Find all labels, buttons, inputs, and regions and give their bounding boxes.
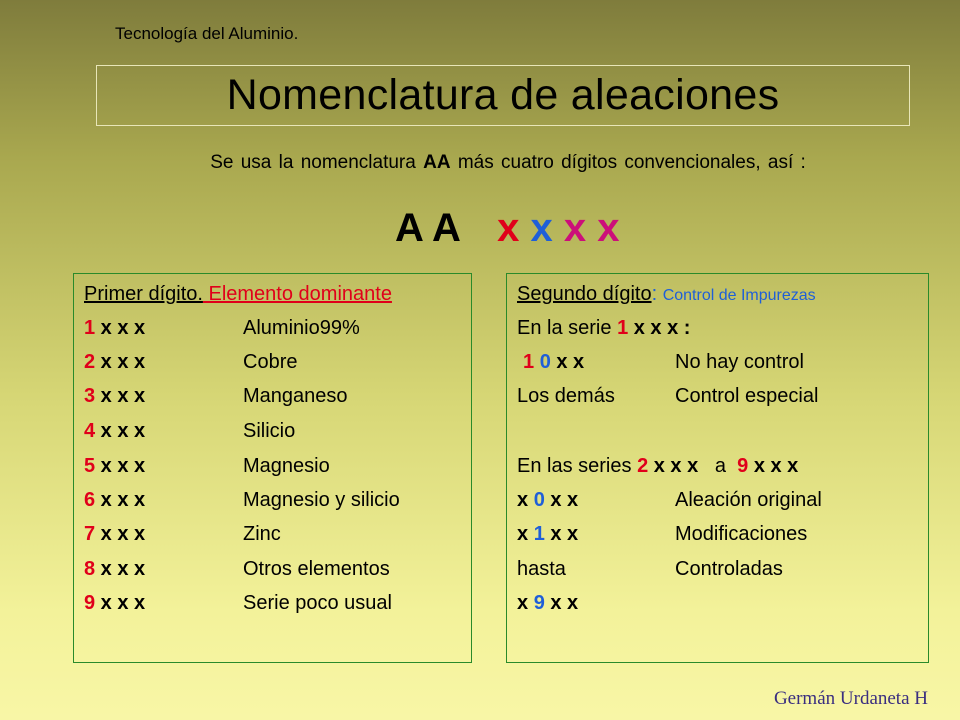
row-x: hasta	[517, 558, 566, 580]
code-digit-1: x	[497, 206, 520, 250]
range-d1: 2	[637, 455, 649, 477]
code-digit-3: x	[563, 206, 587, 250]
others-desc: Control especial	[675, 385, 819, 407]
series-rest: x x x	[95, 351, 146, 373]
subtitle	[0, 152, 960, 174]
series-rest: x x x	[95, 420, 146, 442]
element-name: Cobre	[243, 351, 298, 373]
series-rest: x x x	[95, 489, 146, 511]
code-digit-2: x	[530, 206, 553, 250]
code-digit-4: x	[597, 206, 620, 250]
row-rest: x x	[544, 523, 579, 545]
second-digit-heading	[517, 282, 816, 306]
second-digit-panel	[506, 273, 929, 663]
row-desc: Controladas	[675, 558, 783, 580]
series-range-line	[517, 454, 798, 478]
first-digit-heading	[84, 282, 392, 306]
row-digit: 0	[533, 489, 545, 511]
range-prefix: En las series	[517, 455, 638, 477]
range-mid: x x x	[648, 455, 699, 477]
element-name: Otros elementos	[243, 558, 390, 580]
element-name: Magnesio	[243, 455, 330, 477]
element-name: Serie poco usual	[243, 592, 392, 614]
row-desc: Aleación original	[675, 489, 822, 511]
row10-desc: No hay control	[675, 351, 804, 373]
code-pattern	[395, 206, 620, 251]
series-digit: 9	[84, 592, 96, 614]
element-name: Silicio	[243, 420, 296, 442]
series-digit: 6	[84, 489, 96, 511]
series-rest: x x x	[95, 385, 146, 407]
series-rest: x x x	[95, 317, 146, 339]
series-rest: x x x	[95, 455, 146, 477]
range-d2: 9	[737, 455, 749, 477]
first-digit-panel	[73, 273, 472, 663]
series-digit: 4	[84, 420, 96, 442]
row10-d2: 0	[539, 351, 551, 373]
row-x: x	[517, 592, 534, 614]
subtitle-bold: AA	[423, 152, 451, 173]
element-name: Zinc	[243, 523, 281, 545]
series-digit: 3	[84, 385, 96, 407]
series-digit: 2	[84, 351, 96, 373]
series-digit: 5	[84, 455, 96, 477]
series-rest: x x x	[95, 558, 146, 580]
series-rest: x x x	[95, 523, 146, 545]
row-desc: Modificaciones	[675, 523, 808, 545]
footer-author: Germán Urdaneta H	[773, 688, 928, 709]
row10-d1: 1	[523, 351, 535, 373]
element-name: Aluminio99%	[243, 317, 360, 339]
subtitle-before: Se usa la nomenclatura	[210, 152, 424, 173]
row-digit: 1	[533, 523, 545, 545]
series1-rest: x x x :	[628, 317, 691, 339]
row10-rest: x x	[550, 351, 585, 373]
subtitle-after: más cuatro dígitos convencionales, así :	[450, 152, 806, 173]
heading-value: Control de Impurezas	[662, 287, 816, 304]
others-label: Los demás	[517, 385, 615, 407]
heading-value: Elemento dominante	[202, 283, 392, 305]
range-end: x x x	[748, 455, 799, 477]
series1-digit: 1	[617, 317, 629, 339]
row-x: x	[517, 489, 534, 511]
heading-colon: :	[651, 283, 663, 305]
series-digit: 7	[84, 523, 96, 545]
series-rest: x x x	[95, 592, 146, 614]
series1-line	[517, 316, 690, 340]
range-a: a	[698, 455, 738, 477]
series1-prefix: En la serie	[517, 317, 618, 339]
header-text: Tecnología del Aluminio.	[115, 24, 299, 43]
element-name: Manganeso	[243, 385, 348, 407]
row-x: x	[517, 523, 534, 545]
heading-label: Segundo dígito	[517, 283, 652, 305]
code-prefix: A A	[395, 206, 461, 250]
row-rest: x x	[544, 592, 579, 614]
series-digit: 8	[84, 558, 96, 580]
page-title: Nomenclatura de aleaciones	[226, 71, 780, 119]
row-digit: 9	[533, 592, 545, 614]
series-digit: 1	[84, 317, 96, 339]
element-name: Magnesio y silicio	[243, 489, 400, 511]
title-box	[96, 65, 910, 126]
heading-label: Primer dígito.	[84, 283, 203, 305]
row-rest: x x	[544, 489, 579, 511]
